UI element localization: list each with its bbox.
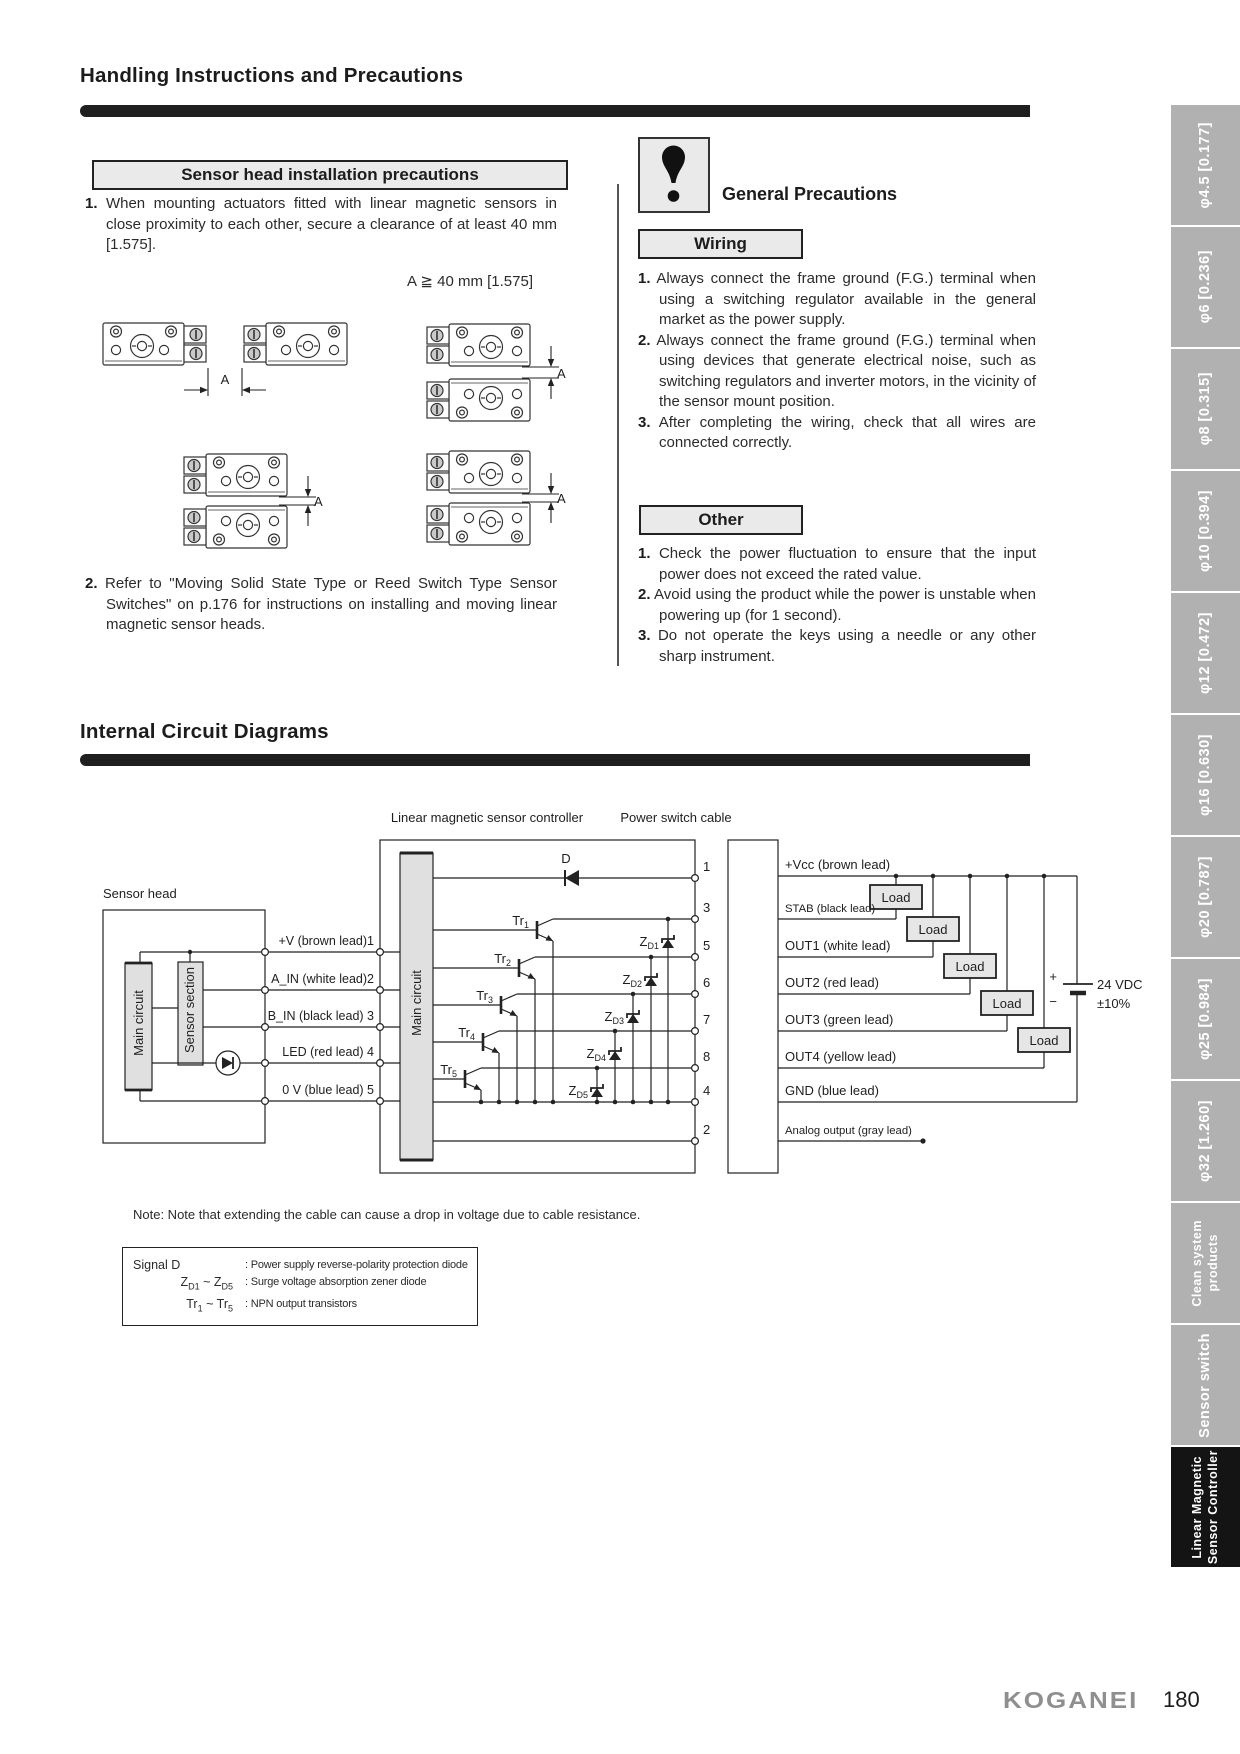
controller-label: Linear magnetic sensor controller	[390, 810, 584, 825]
sidebar-tab-7: φ20 [0.787]	[1171, 837, 1240, 957]
out-wire-label: GND (blue lead)	[785, 1083, 879, 1098]
koganei-logo: KOGANEI	[1003, 1686, 1139, 1714]
transistor-label: $Tr_5$	[440, 1062, 457, 1079]
transistor-label: $Tr_4$	[458, 1025, 475, 1042]
legend-row-2: $Z_{D1}$ ~ $Z_{D5}$ : Surge voltage absorption zener diode	[180, 1275, 427, 1292]
cable-note: Note: Note that extending the cable can cause a drop in voltage due to cable resistance.	[133, 1207, 641, 1222]
out-wire-label: +Vcc (brown lead)	[785, 857, 891, 872]
item-text: Refer to "Moving Solid State Type or Reed Switch Type Sensor Switches" on p.176 for instructions on installing and moving linear magnetic sensor heads.	[105, 575, 557, 633]
legend-row-1: Signal D : Power supply reverse-polarity protection diode	[133, 1258, 468, 1272]
load-label: Load	[992, 996, 1022, 1011]
page-title: Handling Instructions and Precautions	[80, 64, 464, 87]
general-precautions-heading: General Precautions	[722, 184, 898, 204]
head-wire-label: LED (red lead) 4	[282, 1045, 374, 1059]
precaution-item-2: 2. Avoid using the product while the power is unstable when powering up (for 1 second).	[638, 586, 1036, 624]
wiring-list	[638, 269, 1036, 454]
cable-label: Power switch cable	[620, 810, 732, 825]
sensor-section-label: Sensor section	[182, 967, 197, 1053]
pin-number: 1	[703, 859, 711, 874]
transistor-label: $Tr_1$	[512, 913, 529, 930]
zener-label: $Z_{D2}$	[622, 972, 642, 989]
load-label: Load	[918, 922, 948, 937]
other-list	[638, 544, 1036, 667]
page-number: 180	[1163, 1687, 1200, 1712]
head-wire-label: A_IN (white lead)2	[271, 972, 374, 986]
sidebar-tab-11: Sensor switch	[1171, 1325, 1240, 1445]
head-wire-label: 0 V (blue lead) 5	[282, 1083, 374, 1097]
precaution-item-1: 1. Always connect the frame ground (F.G.) terminal when using a switching regulator available in the general market as the power supply.	[638, 270, 1036, 328]
sidebar-tab-3: φ8 [0.315]	[1171, 349, 1240, 469]
precaution-item-1: 1. Check the power fluctuation to ensure that the input power does not exceed the rated value.	[638, 545, 1036, 583]
dim-label-a: A	[314, 494, 323, 509]
dim-label-a: A	[557, 366, 566, 381]
signal-legend	[122, 1247, 478, 1326]
precaution-item-3: 3. After completing the wiring, check that all wires are connected correctly.	[638, 413, 1036, 451]
left-item-1	[85, 194, 557, 256]
dim-label-a: A	[220, 372, 230, 387]
sidebar-tab-12: Linear Magnetic Sensor Controller	[1171, 1447, 1240, 1567]
sidebar-tab-8: φ25 [0.984]	[1171, 959, 1240, 1079]
actuator-pair-horizontal	[103, 323, 347, 396]
zener-label: $Z_{D3}$	[604, 1009, 624, 1026]
pin-number: 5	[703, 938, 711, 953]
dim-label-a: A	[557, 491, 566, 506]
actuator-pair-stacked-3	[427, 451, 566, 545]
precaution-item-3: 3. Do not operate the keys using a needle or any other sharp instrument.	[638, 627, 1036, 665]
clearance-figure	[85, 295, 580, 605]
actuator-pair-stacked-2	[184, 454, 323, 548]
load-label: Load	[955, 959, 985, 974]
section-heading-sensor-head: Sensor head installation precautions	[92, 160, 568, 190]
sidebar-tab-1: φ4.5 [0.177]	[1171, 105, 1240, 225]
battery-minus: −	[1049, 994, 1057, 1009]
main-circuit-label: Main circuit	[409, 970, 424, 1036]
circuit-title: Internal Circuit Diagrams	[80, 720, 329, 743]
out-wire-label: OUT1 (white lead)	[785, 938, 891, 953]
sensor-head-label: Sensor head	[103, 886, 177, 901]
pin-number: 2	[703, 1122, 711, 1137]
pin-number: 7	[703, 1012, 711, 1027]
pin-number: 6	[703, 975, 711, 990]
actuator-pair-stacked-1	[427, 324, 566, 421]
sidebar-tab-2: φ6 [0.236]	[1171, 227, 1240, 347]
exclamation-icon	[638, 137, 710, 213]
column-divider	[617, 184, 619, 666]
zener-label: $Z_{D1}$	[639, 934, 659, 951]
item-number: 1.	[85, 195, 98, 212]
sidebar-tab-9: φ32 [1.260]	[1171, 1081, 1240, 1201]
load-label: Load	[1029, 1033, 1059, 1048]
section-heading-wiring: Wiring	[638, 229, 803, 259]
legend-row-3: $Tr_1$ ~ $Tr_5$ : NPN output transistors	[186, 1296, 357, 1313]
transistors-and-zeners	[433, 913, 674, 1104]
sidebar-tab-10: Clean system products	[1171, 1203, 1240, 1323]
pin-number: 8	[703, 1049, 711, 1064]
pin-number: 3	[703, 900, 711, 915]
out-wire-label: Analog output (gray lead)	[785, 1125, 912, 1137]
out-wire-label: OUT3 (green lead)	[785, 1012, 894, 1027]
section-heading-other: Other	[639, 505, 803, 535]
diode-label: D	[561, 851, 571, 866]
main-circuit-label: Main circuit	[131, 990, 146, 1056]
clearance-note: A ≧ 40 mm [1.575]	[407, 273, 533, 290]
head-wire-label: B_IN (black lead) 3	[267, 1009, 374, 1023]
transistor-label: $Tr_2$	[494, 951, 511, 968]
transistor-label: $Tr_3$	[476, 988, 493, 1005]
out-wire-label: OUT2 (red lead)	[785, 975, 879, 990]
sidebar-tab-5: φ12 [0.472]	[1171, 593, 1240, 713]
out-wire-label: OUT4 (yellow lead)	[785, 1049, 897, 1064]
precaution-item-2: 2. Always connect the frame ground (F.G.) terminal when using devices that generate electrical noise, such as switching regulators and inverter motors, in the vicinity of the sensor mount position.	[638, 331, 1036, 410]
battery-plus: +	[1049, 969, 1057, 984]
circuit-wires	[103, 840, 1093, 1173]
pin-number: 4	[703, 1083, 711, 1098]
head-wire-label: +V (brown lead)1	[278, 934, 374, 948]
zener-label: $Z_{D4}$	[586, 1046, 606, 1063]
supply-tolerance: ±10%	[1097, 996, 1131, 1011]
out-wire-label: STAB (black lead)	[785, 903, 876, 915]
sidebar-tab-4: φ10 [0.394]	[1171, 471, 1240, 591]
circuit-rule	[80, 754, 1030, 766]
sidebar-tab-6: φ16 [0.630]	[1171, 715, 1240, 835]
internal-circuit-diagram	[90, 800, 1150, 1200]
load-label: Load	[881, 890, 911, 905]
left-item-2	[85, 574, 557, 636]
supply-voltage: 24 VDC	[1097, 977, 1143, 992]
item-number: 2.	[85, 575, 98, 592]
item-text: When mounting actuators fitted with linear magnetic sensors in close proximity to each other, secure a clearance of at least 40 mm [1.575].	[105, 195, 558, 253]
zener-label: $Z_{D5}$	[568, 1083, 588, 1100]
title-rule	[80, 105, 1030, 117]
